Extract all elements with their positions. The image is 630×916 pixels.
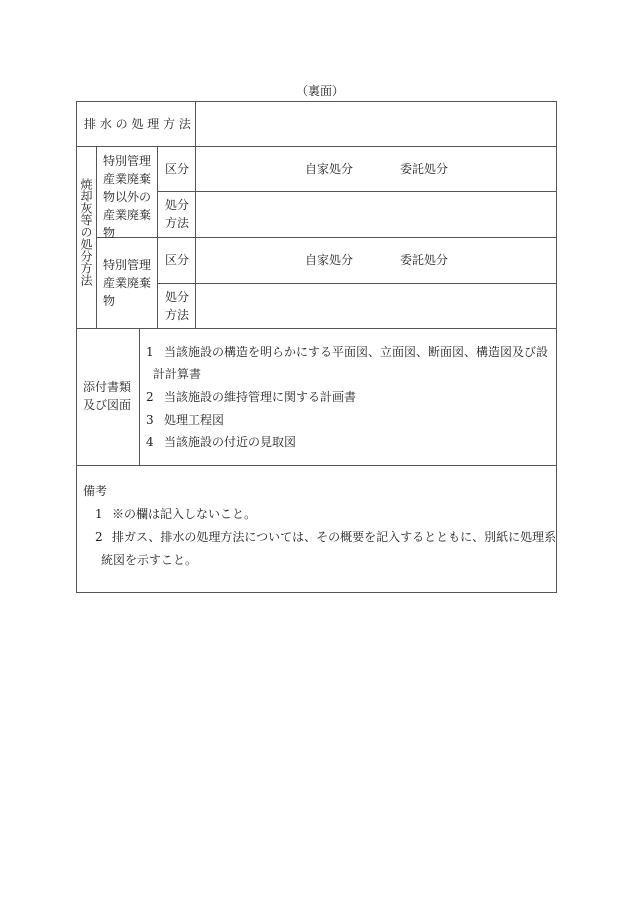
divider: [139, 328, 140, 465]
divider: [76, 328, 557, 329]
option-self-disposal[interactable]: 自家処分: [305, 162, 354, 176]
page-side-label: （裏面）: [295, 84, 344, 98]
option-consigned-disposal[interactable]: 委託処分: [400, 253, 449, 267]
note-item: 排ガス、排水の処理方法については、その概要を記入するとともに、別紙に処理系: [112, 530, 557, 544]
list-item-number: 2: [146, 390, 154, 404]
note-number: 1: [95, 507, 103, 521]
divider: [157, 191, 557, 192]
list-item: 処理工程図: [164, 413, 225, 427]
border-left: [76, 101, 77, 593]
list-item-number: 1: [146, 345, 154, 359]
non-special-method-field[interactable]: [200, 194, 550, 234]
border-right: [556, 101, 557, 593]
special-category-label: 特別管理産業廃棄物: [103, 258, 152, 308]
divider: [76, 465, 557, 466]
border-top: [76, 101, 557, 102]
divider: [96, 146, 97, 328]
divider: [157, 146, 158, 328]
division-label: 区分: [165, 253, 190, 267]
divider: [96, 237, 557, 238]
list-item-number: 4: [146, 435, 154, 449]
note-continuation: 統図を示すこと。: [101, 553, 198, 567]
divider: [195, 101, 196, 328]
border-bottom: [76, 592, 557, 593]
wastewater-label: 排 水 の 処 理 方 法: [84, 117, 191, 131]
notes-label: 備考: [83, 484, 108, 498]
note-number: 2: [95, 530, 103, 544]
division-label: 区分: [165, 162, 190, 176]
note-item: ※の欄は記入しないこと。: [112, 507, 257, 521]
special-method-field[interactable]: [200, 286, 550, 326]
wastewater-field[interactable]: [200, 104, 550, 144]
list-item-number: 3: [146, 413, 154, 427]
ash-disposal-label: 焼却灰等の処分方法: [79, 178, 93, 286]
list-item: 当該施設の付近の見取図: [164, 435, 297, 449]
option-consigned-disposal[interactable]: 委託処分: [400, 162, 449, 176]
method-label: 処分方法: [165, 198, 190, 230]
list-item: 当該施設の維持管理に関する計画書: [164, 390, 357, 404]
non-special-category-label: 特別管理産業廃棄物以外の産業廃棄物: [103, 154, 152, 240]
option-self-disposal[interactable]: 自家処分: [305, 253, 354, 267]
method-label: 処分方法: [165, 290, 190, 322]
divider: [76, 146, 557, 147]
list-item: 当該施設の構造を明らかにする平面図、立面図、断面図、構造図及び設: [164, 345, 549, 359]
divider: [157, 283, 557, 284]
list-item-continuation: 計計算書: [153, 367, 202, 381]
attachments-label: 添付書類及び図面: [83, 380, 132, 412]
